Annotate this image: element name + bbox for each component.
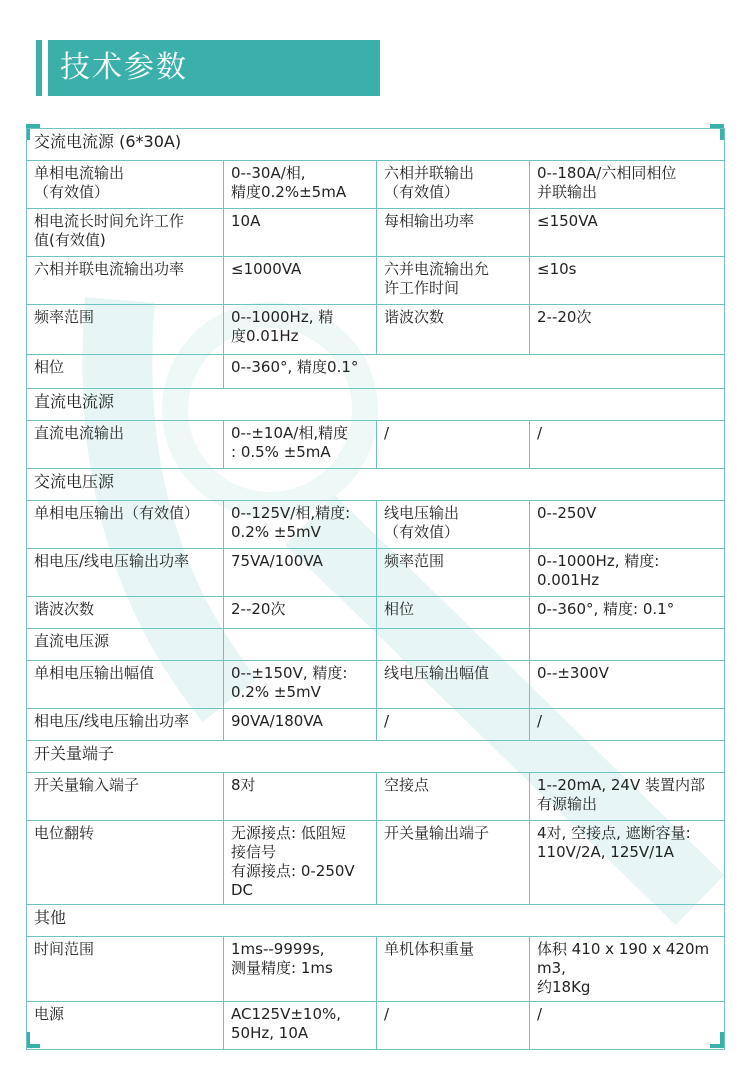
table-row — [27, 209, 725, 257]
param-value: 0--±150V, 精度: 0.2% ±5mV — [224, 661, 377, 709]
param-label: 开关量输出端子 — [377, 821, 530, 905]
param-label: 六并电流输出允 许工作时间 — [377, 257, 530, 305]
table-row — [27, 597, 725, 629]
param-value: 1ms--9999s, 测量精度: 1ms — [224, 937, 377, 1002]
param-label: 谐波次数 — [377, 305, 530, 355]
param-value: 0--180A/六相同相位 并联输出 — [530, 161, 725, 209]
param-label: 相电压/线电压输出功率 — [27, 709, 224, 741]
param-label: 频率范围 — [27, 305, 224, 355]
param-value: 0--250V — [530, 501, 725, 549]
param-label: 空接点 — [377, 773, 530, 821]
table-row — [27, 661, 725, 709]
table-row — [27, 257, 725, 305]
param-value: / — [530, 421, 725, 469]
param-value: 0--±300V — [530, 661, 725, 709]
param-value: 0--1000Hz, 精 度0.01Hz — [224, 305, 377, 355]
param-value — [530, 629, 725, 661]
table-row — [27, 1002, 725, 1050]
section-heading: 交流电压源 — [27, 469, 725, 501]
param-value: 90VA/180VA — [224, 709, 377, 741]
table-row — [27, 937, 725, 1002]
param-label: / — [377, 1002, 530, 1050]
param-value: ≤150VA — [530, 209, 725, 257]
param-value: 0--125V/相,精度: 0.2% ±5mV — [224, 501, 377, 549]
param-label: 电位翻转 — [27, 821, 224, 905]
param-value: 10A — [224, 209, 377, 257]
param-value: 8对 — [224, 773, 377, 821]
param-value — [224, 629, 377, 661]
section-heading: 交流电流源 (6*30A) — [27, 129, 725, 161]
table-row — [27, 389, 725, 421]
param-value: 无源接点: 低阻短 接信号 有源接点: 0-250V DC — [224, 821, 377, 905]
param-label: 单相电流输出 （有效值） — [27, 161, 224, 209]
header-accent-bar — [36, 40, 42, 96]
param-label: 开关量输入端子 — [27, 773, 224, 821]
param-label: 单相电压输出（有效值） — [27, 501, 224, 549]
table-row — [27, 421, 725, 469]
table-row — [27, 709, 725, 741]
param-value: 75VA/100VA — [224, 549, 377, 597]
param-value: 0--±10A/相,精度 : 0.5% ±5mA — [224, 421, 377, 469]
section-header — [36, 40, 380, 96]
param-label: 直流电流输出 — [27, 421, 224, 469]
param-label: 六相并联电流输出功率 — [27, 257, 224, 305]
spec-table — [26, 128, 725, 1050]
param-value: 2--20次 — [530, 305, 725, 355]
param-value: 1--20mA, 24V 装置内部 有源输出 — [530, 773, 725, 821]
param-label: 单相电压输出幅值 — [27, 661, 224, 709]
param-label: 相电压/线电压输出功率 — [27, 549, 224, 597]
param-value: 体积 410 x 190 x 420mm3, 约18Kg — [530, 937, 725, 1002]
param-label: / — [377, 709, 530, 741]
section-heading: 直流电流源 — [27, 389, 725, 421]
param-label: 相位 — [27, 355, 224, 389]
param-label: 每相输出功率 — [377, 209, 530, 257]
param-label: 相位 — [377, 597, 530, 629]
table-row — [27, 305, 725, 355]
param-label: 六相并联输出 （有效值） — [377, 161, 530, 209]
table-row — [27, 549, 725, 597]
param-value: 0--360°, 精度: 0.1° — [530, 597, 725, 629]
param-value: ≤1000VA — [224, 257, 377, 305]
table-row — [27, 905, 725, 937]
param-label: 频率范围 — [377, 549, 530, 597]
param-value: 0--30A/相, 精度0.2%±5mA — [224, 161, 377, 209]
table-row — [27, 355, 725, 389]
section-heading: 其他 — [27, 905, 725, 937]
table-row — [27, 773, 725, 821]
param-value: / — [530, 1002, 725, 1050]
table-row — [27, 129, 725, 161]
param-label: 单机体积重量 — [377, 937, 530, 1002]
param-label: 谐波次数 — [27, 597, 224, 629]
param-value: / — [530, 709, 725, 741]
table-row — [27, 161, 725, 209]
section-heading: 开关量端子 — [27, 741, 725, 773]
param-label: / — [377, 421, 530, 469]
param-label: 时间范围 — [27, 937, 224, 1002]
param-label: 相电流长时间允许工作 值(有效值) — [27, 209, 224, 257]
param-value: 2--20次 — [224, 597, 377, 629]
table-row — [27, 501, 725, 549]
param-label: 直流电压源 — [27, 629, 224, 661]
param-value: 0--1000Hz, 精度: 0.001Hz — [530, 549, 725, 597]
table-row — [27, 629, 725, 661]
page-title: 技术参数 — [48, 40, 380, 96]
param-value: 0--360°, 精度0.1° — [224, 355, 725, 389]
param-value: 4对, 空接点, 遮断容量: 110V/2A, 125V/1A — [530, 821, 725, 905]
param-label: 线电压输出 （有效值） — [377, 501, 530, 549]
param-value: AC125V±10%, 50Hz, 10A — [224, 1002, 377, 1050]
param-value: ≤10s — [530, 257, 725, 305]
param-label — [377, 629, 530, 661]
table-row — [27, 741, 725, 773]
table-row — [27, 469, 725, 501]
table-row — [27, 821, 725, 905]
param-label: 电源 — [27, 1002, 224, 1050]
param-label: 线电压输出幅值 — [377, 661, 530, 709]
